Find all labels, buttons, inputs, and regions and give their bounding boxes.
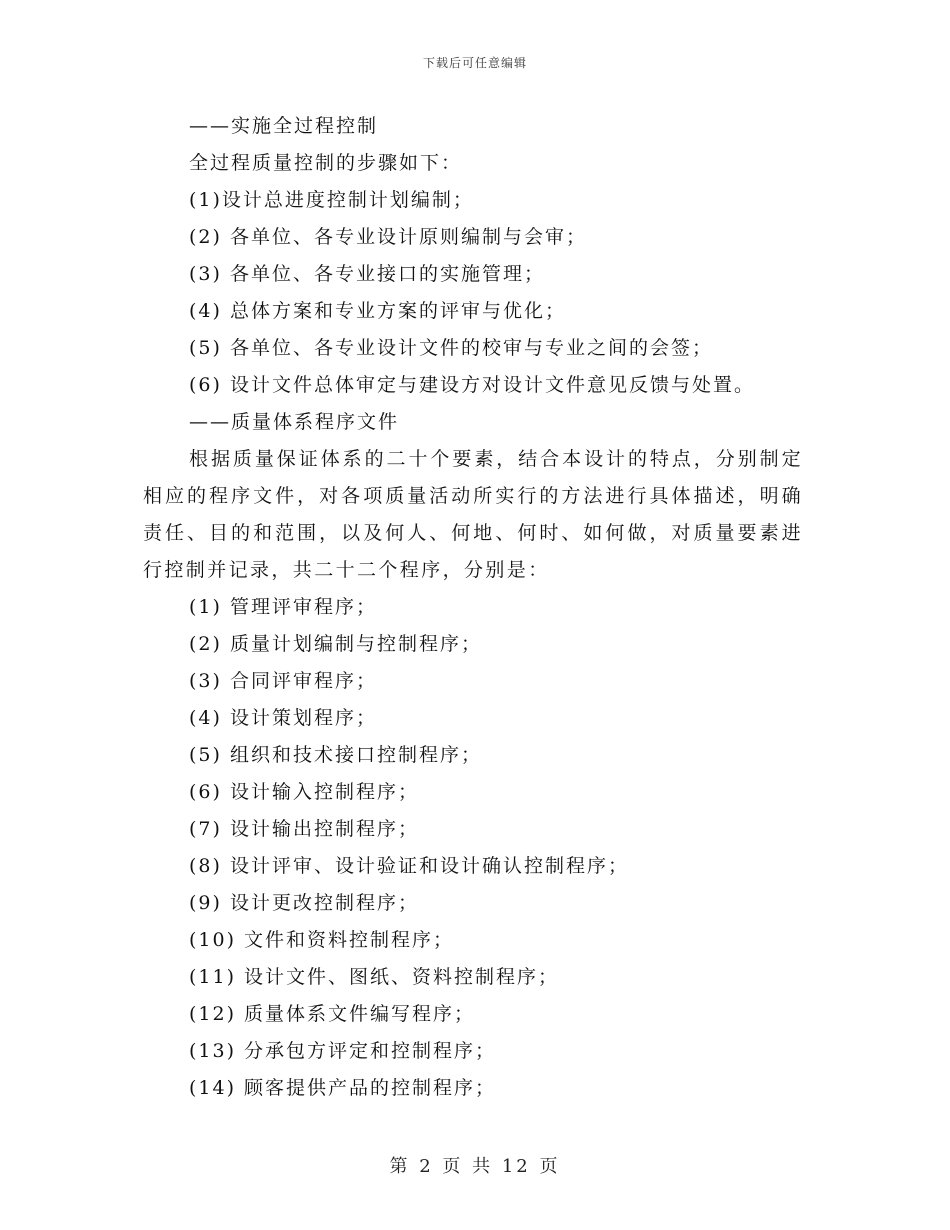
list-item: (6) 设计文件总体审定与建设方对设计文件意见反馈与处置。 (189, 374, 755, 396)
section-heading: ——实施全过程控制 (189, 115, 379, 137)
list-item: (2) 各单位、各专业设计原则编制与会审； (189, 226, 587, 248)
list-item: (7) 设计输出控制程序； (189, 818, 419, 840)
list-item: (13) 分承包方评定和控制程序； (189, 1040, 497, 1062)
list-item: (5) 各单位、各专业设计文件的校审与专业之间的会签； (189, 337, 713, 359)
page-header-note: 下载后可任意编辑 (422, 56, 527, 70)
page-number: 第 2 页 共 12 页 (389, 1156, 561, 1177)
section-heading: ——质量体系程序文件 (189, 411, 400, 433)
list-item: (4) 总体方案和专业方案的评审与优化； (189, 300, 566, 322)
list-item: (5) 组织和技术接口控制程序； (189, 744, 482, 766)
list-item: (12) 质量体系文件编写程序； (189, 1003, 476, 1025)
body-paragraph: 根据质量保证体系的二十个要素，结合本设计的特点，分别制定相应的程序文件，对各项质量活动所实行的方法进行具体描述，明确责任、目的和范围，以及何人、何地、何时、如何做，对质量要素进行控制并记录，共二十二个程序，分别是： (143, 448, 803, 581)
list-item: (6) 设计输入控制程序； (189, 781, 419, 803)
list-item: (2) 质量计划编制与控制程序； (189, 633, 482, 655)
list-item: (10) 文件和资料控制程序； (189, 929, 455, 951)
list-item: (11) 设计文件、图纸、资料控制程序； (189, 966, 560, 988)
list-item: (14) 顾客提供产品的控制程序； (189, 1077, 497, 1099)
list-item: (8) 设计评审、设计验证和设计确认控制程序； (189, 855, 629, 877)
list-item: (1) 管理评审程序； (189, 596, 377, 618)
document-body (143, 108, 803, 1107)
list-item: (3) 合同评审程序； (189, 670, 377, 692)
steps-intro: 全过程质量控制的步骤如下： (189, 152, 463, 174)
list-item: (9) 设计更改控制程序； (189, 892, 419, 914)
list-item: (4) 设计策划程序； (189, 707, 377, 729)
list-item: (3) 各单位、各专业接口的实施管理； (189, 263, 545, 285)
list-item: (1)设计总进度控制计划编制； (189, 189, 474, 211)
